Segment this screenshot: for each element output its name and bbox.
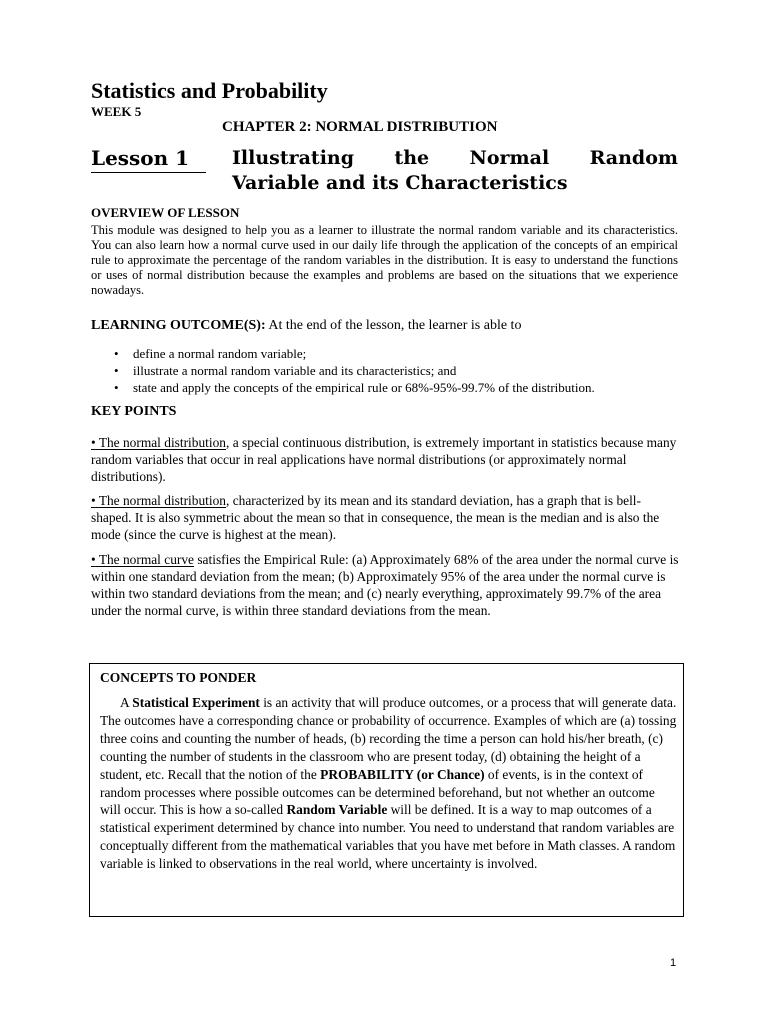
- concepts-text: A: [120, 695, 133, 710]
- learning-outcomes-intro-text: At the end of the lesson, the learner is able to: [265, 318, 522, 333]
- key-point-3: [91, 551, 681, 619]
- concepts-paragraph: [100, 694, 678, 873]
- list-item: • define a normal random variable;: [114, 345, 595, 362]
- key-point-bullet: •: [91, 493, 96, 508]
- concepts-term-random-variable: Random Variable: [286, 802, 388, 818]
- concepts-term-probability: PROBABILITY (or Chance): [320, 766, 485, 782]
- key-point-text: , characterized by its mean and its standard deviation, has a graph that is bell-shaped. It is also symmetric about the mean so that in consequence, the mean is the median and is also the mode (since the curve is highest at the mean).: [91, 493, 660, 542]
- list-item: • illustrate a normal random variable and its characteristics; and: [114, 362, 595, 379]
- learning-outcomes-intro: [91, 318, 521, 334]
- learning-outcomes-list: [114, 345, 595, 396]
- key-point-term: The normal curve: [98, 552, 194, 567]
- week-label: WEEK 5: [91, 104, 142, 119]
- lesson-title-line2: Variable and its Characteristics: [232, 172, 568, 194]
- chapter-title: CHAPTER 2: NORMAL DISTRIBUTION: [222, 119, 498, 135]
- concepts-text: of events, is in the context of random processes where possible outcomes can be determined beforehand, but not whether an outcome will occur. This is how a so-called: [100, 766, 655, 818]
- key-point-bullet: •: [91, 552, 96, 567]
- key-point-text: , a special continuous distribution, is extremely important in statistics because many random variables that occur in real applications have normal distributions (or approximately normal distributions).: [91, 435, 677, 484]
- concepts-heading: CONCEPTS TO PONDER: [100, 670, 257, 685]
- concepts-box: [89, 663, 684, 917]
- key-point-term: The normal distribution: [98, 493, 227, 508]
- key-point-bullet: •: [91, 435, 96, 450]
- lesson-title: [232, 146, 678, 196]
- learning-outcomes-heading: LEARNING OUTCOME(S):: [91, 318, 266, 333]
- concepts-text: will be defined. It is a way to map outcomes of a statistical experiment determined by chance into number. You need to understand that random variables are conceptually different from the mathematical variables that you have met before in Math classes. A random variable is linked to observations in the real world, where uncertainty is involved.: [100, 802, 676, 872]
- key-point-term: The normal distribution: [98, 435, 227, 450]
- concepts-term-statistical-experiment: Statistical Experiment: [132, 695, 260, 710]
- subject-title: Statistics and Probability: [91, 78, 328, 103]
- lesson-label: Lesson 1: [91, 146, 206, 173]
- lesson-title-line1: Illustrating the Normal Random: [232, 147, 678, 169]
- overview-heading: OVERVIEW OF LESSON: [91, 205, 240, 220]
- concepts-text: is an activity that will produce outcomes, or a process that will generate data. The outcomes have a corresponding chance or probability of occurrence. Examples of which are (a) tossing three coins and counting the number of heads, (b) recording the time a person can hold his/her breath, (c) counting the number of students in the classroom who are present today, (d) obtaining the height of a student, etc. Recall that the notion of the: [100, 695, 677, 782]
- key-point-1: [91, 434, 681, 485]
- key-point-2: [91, 492, 681, 543]
- key-point-text: satisfies the Empirical Rule: (a) Approximately 68% of the area under the normal curve is within one standard deviation from the mean; (b) Approximately 95% of the area under the normal curve is within two standard deviations from the mean; and (c) nearly everything, approximately 99.7% of the area under the normal curve, is within three standard deviations from the mean.: [91, 552, 679, 618]
- key-points-heading: KEY POINTS: [91, 404, 177, 419]
- overview-paragraph: This module was designed to help you as a learner to illustrate the normal random variable and its characteristics. You can also learn how a normal curve used in our daily life through the application of the concepts of an empirical rule to approximate the percentage of the random variables in the distribution. It is easy to understand the functions or uses of normal distribution because the examples and problems are based on the situations that we experience nowadays.: [91, 223, 678, 297]
- page-number: 1: [670, 957, 677, 969]
- list-item: • state and apply the concepts of the empirical rule or 68%-95%-99.7% of the distribution.: [114, 379, 595, 396]
